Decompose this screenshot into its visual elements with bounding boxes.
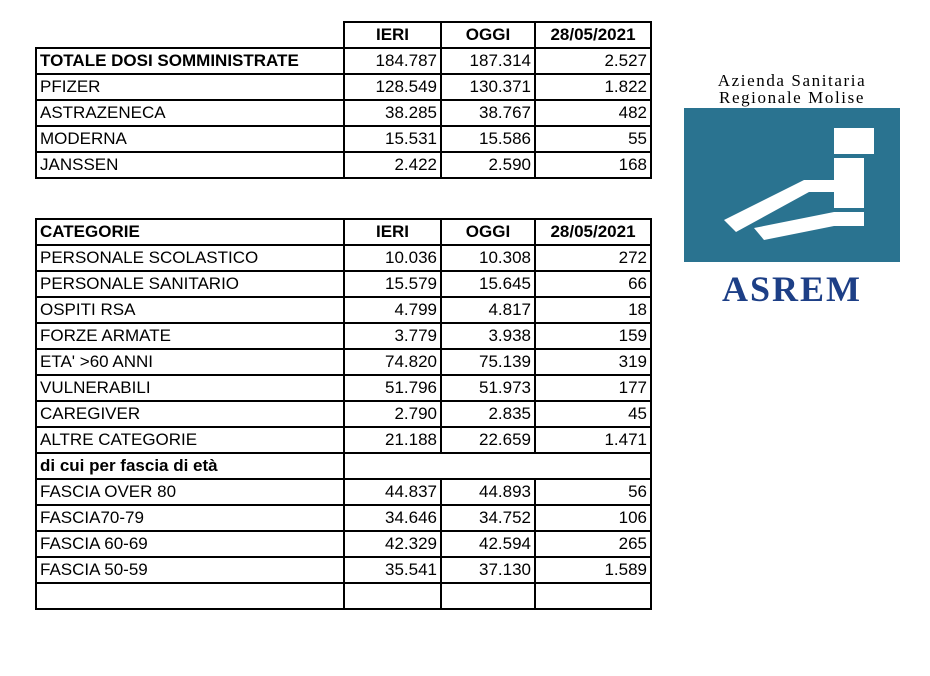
- row-value-oggi: 3.938: [441, 323, 535, 349]
- row-label: FASCIA70-79: [36, 505, 344, 531]
- row-value-ieri: 15.579: [344, 271, 441, 297]
- row-value-oggi: 37.130: [441, 557, 535, 583]
- subheader-empty-cell: [344, 453, 651, 479]
- table-row: [36, 557, 651, 583]
- table-row-empty: [36, 583, 651, 609]
- row-value-ieri: 184.787: [344, 48, 441, 74]
- row-label: FASCIA OVER 80: [36, 479, 344, 505]
- row-value-delta: 159: [535, 323, 651, 349]
- row-value-delta: 56: [535, 479, 651, 505]
- table-row: [36, 375, 651, 401]
- table-header-row: [36, 22, 651, 48]
- row-value-ieri: 3.779: [344, 323, 441, 349]
- table-row: [36, 126, 651, 152]
- row-label: FORZE ARMATE: [36, 323, 344, 349]
- row-value-oggi: 44.893: [441, 479, 535, 505]
- row-value-oggi: 2.835: [441, 401, 535, 427]
- row-value-oggi: 187.314: [441, 48, 535, 74]
- row-value-oggi: 38.767: [441, 100, 535, 126]
- row-value-ieri: 51.796: [344, 375, 441, 401]
- row-label: PERSONALE SCOLASTICO: [36, 245, 344, 271]
- row-label: ETA' >60 ANNI: [36, 349, 344, 375]
- table-row: [36, 245, 651, 271]
- row-value-ieri: 38.285: [344, 100, 441, 126]
- subheader-label: di cui per fascia di età: [36, 453, 344, 479]
- row-label: FASCIA 50-59: [36, 557, 344, 583]
- row-label: CAREGIVER: [36, 401, 344, 427]
- row-value-ieri: 44.837: [344, 479, 441, 505]
- table-row: [36, 531, 651, 557]
- empty-cell: [441, 583, 535, 609]
- logo-name: ASREM: [721, 269, 862, 309]
- categories-table: [35, 218, 652, 610]
- row-value-delta: 106: [535, 505, 651, 531]
- header-cell-ieri: IERI: [344, 219, 441, 245]
- row-value-delta: 66: [535, 271, 651, 297]
- row-label: OSPITI RSA: [36, 297, 344, 323]
- row-label: ALTRE CATEGORIE: [36, 427, 344, 453]
- row-value-ieri: 42.329: [344, 531, 441, 557]
- row-value-oggi: 22.659: [441, 427, 535, 453]
- row-value-oggi: 15.645: [441, 271, 535, 297]
- header-cell-ieri: IERI: [344, 22, 441, 48]
- header-cell-date: 28/05/2021: [535, 219, 651, 245]
- row-value-delta: 265: [535, 531, 651, 557]
- table-row: [36, 100, 651, 126]
- row-value-oggi: 34.752: [441, 505, 535, 531]
- row-value-oggi: 4.817: [441, 297, 535, 323]
- table-row: [36, 152, 651, 178]
- row-label: TOTALE DOSI SOMMINISTRATE: [36, 48, 344, 74]
- table-row: [36, 479, 651, 505]
- row-value-delta: 272: [535, 245, 651, 271]
- row-value-delta: 1.589: [535, 557, 651, 583]
- row-label: PERSONALE SANITARIO: [36, 271, 344, 297]
- empty-cell: [36, 583, 344, 609]
- logo-line-2: Regionale Molise: [719, 88, 865, 107]
- row-value-oggi: 51.973: [441, 375, 535, 401]
- row-label: PFIZER: [36, 74, 344, 100]
- row-value-oggi: 42.594: [441, 531, 535, 557]
- table-row: [36, 349, 651, 375]
- row-value-delta: 55: [535, 126, 651, 152]
- logo-line-1: Azienda Sanitaria: [717, 71, 867, 90]
- row-value-ieri: 10.036: [344, 245, 441, 271]
- doses-table: [35, 21, 652, 179]
- row-value-ieri: 74.820: [344, 349, 441, 375]
- row-value-delta: 45: [535, 401, 651, 427]
- table-row: [36, 401, 651, 427]
- table-row: [36, 505, 651, 531]
- header-cell-categorie: CATEGORIE: [36, 219, 344, 245]
- table-subheader-row: [36, 453, 651, 479]
- row-value-ieri: 35.541: [344, 557, 441, 583]
- table-row: [36, 48, 651, 74]
- table-header-row: [36, 219, 651, 245]
- row-value-delta: 18: [535, 297, 651, 323]
- row-value-ieri: 4.799: [344, 297, 441, 323]
- row-value-ieri: 34.646: [344, 505, 441, 531]
- row-value-ieri: 128.549: [344, 74, 441, 100]
- row-value-ieri: 2.790: [344, 401, 441, 427]
- row-value-ieri: 2.422: [344, 152, 441, 178]
- row-value-delta: 168: [535, 152, 651, 178]
- header-cell-oggi: OGGI: [441, 22, 535, 48]
- row-label: VULNERABILI: [36, 375, 344, 401]
- asrem-logo: [684, 72, 900, 307]
- row-label: FASCIA 60-69: [36, 531, 344, 557]
- empty-cell: [535, 583, 651, 609]
- row-value-delta: 2.527: [535, 48, 651, 74]
- table-row: [36, 74, 651, 100]
- table-row: [36, 297, 651, 323]
- row-value-oggi: 15.586: [441, 126, 535, 152]
- row-value-ieri: 15.531: [344, 126, 441, 152]
- row-label: JANSSEN: [36, 152, 344, 178]
- table-row: [36, 271, 651, 297]
- row-value-delta: 319: [535, 349, 651, 375]
- row-value-delta: 1.471: [535, 427, 651, 453]
- row-value-oggi: 10.308: [441, 245, 535, 271]
- table-row: [36, 427, 651, 453]
- row-value-oggi: 75.139: [441, 349, 535, 375]
- table-row: [36, 323, 651, 349]
- row-label: ASTRAZENECA: [36, 100, 344, 126]
- row-value-oggi: 130.371: [441, 74, 535, 100]
- empty-cell: [344, 583, 441, 609]
- row-value-delta: 177: [535, 375, 651, 401]
- row-value-delta: 1.822: [535, 74, 651, 100]
- header-cell-date: 28/05/2021: [535, 22, 651, 48]
- row-value-ieri: 21.188: [344, 427, 441, 453]
- row-value-delta: 482: [535, 100, 651, 126]
- row-value-oggi: 2.590: [441, 152, 535, 178]
- header-cell-empty: [36, 22, 344, 48]
- row-label: MODERNA: [36, 126, 344, 152]
- asrem-mark-icon: [684, 108, 900, 262]
- header-cell-oggi: OGGI: [441, 219, 535, 245]
